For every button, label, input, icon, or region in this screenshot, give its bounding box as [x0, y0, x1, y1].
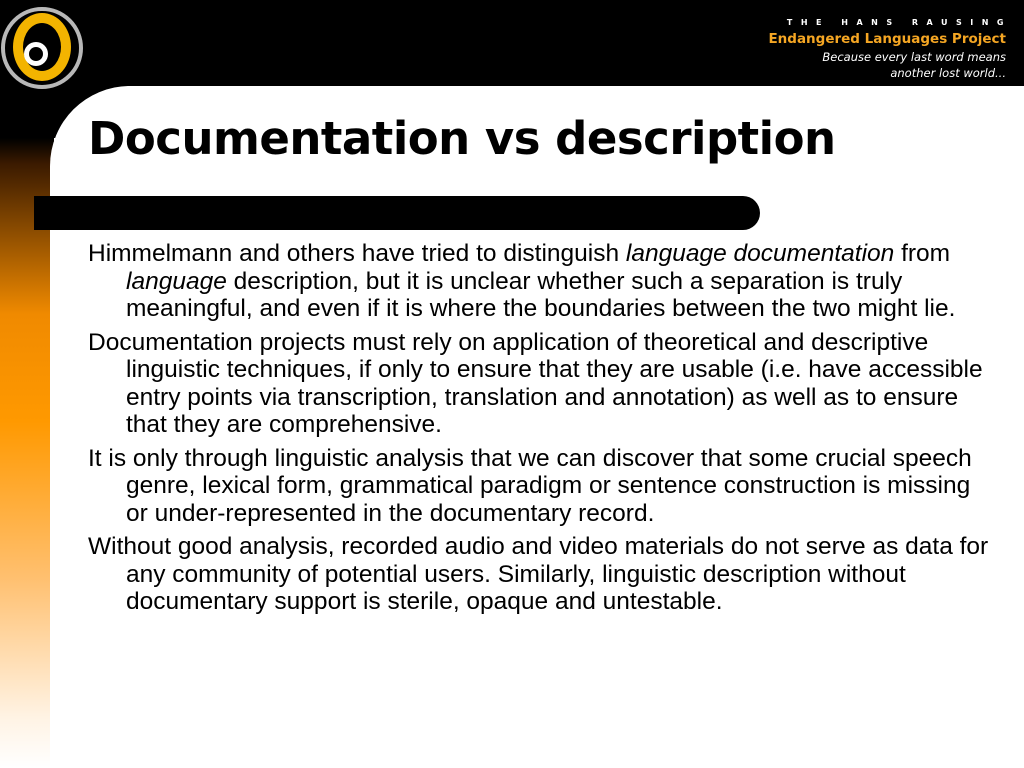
paragraph-1-italic-language: language — [126, 267, 227, 295]
paragraph-1 — [88, 240, 993, 323]
paragraph-1-part-a: Himmelmann and others have tried to distinguish — [88, 240, 626, 267]
paragraph-3: It is only through linguistic analysis that we can discover that some crucial speech genre, lexical form, grammatical paradigm or sentence construction is missing or under-represented in the documentary record. — [88, 444, 972, 527]
brand-kicker: THE HANS RAUSING — [786, 18, 1012, 27]
brand-tagline-line-2: another lost world... — [890, 66, 1006, 80]
brand-name: Endangered Languages Project — [768, 31, 1006, 47]
left-gradient-strip — [0, 138, 54, 768]
ring-logo-icon — [0, 0, 84, 96]
slide-title: Documentation vs description — [88, 112, 836, 165]
slide-body — [88, 240, 993, 622]
title-underline-bar — [34, 196, 760, 230]
paragraph-2: Documentation projects must rely on application of theoretical and descriptive linguistic techniques, if only to ensure that they are usable (i.e. have accessible entry points via transcription, translation and annotation) as well as to ensure that they are comprehensive. — [88, 328, 983, 438]
paragraph-4: Without good analysis, recorded audio and video materials do not serve as data for any community of potential users. Similarly, linguistic description without documentary support is sterile, opaque and untestable. — [88, 533, 989, 615]
project-branding — [766, 18, 1012, 81]
brand-tagline-line-1: Because every last word means — [822, 50, 1006, 64]
brand-tagline — [766, 49, 1006, 81]
paragraph-1-part-c: from — [894, 240, 951, 267]
paragraph-1-italic-term: language documentation — [625, 240, 895, 267]
paragraph-1-part-e: description, but it is unclear whether such a separation is truly meaningful, and even if it is where the boundaries between the two might lie. — [126, 267, 956, 322]
